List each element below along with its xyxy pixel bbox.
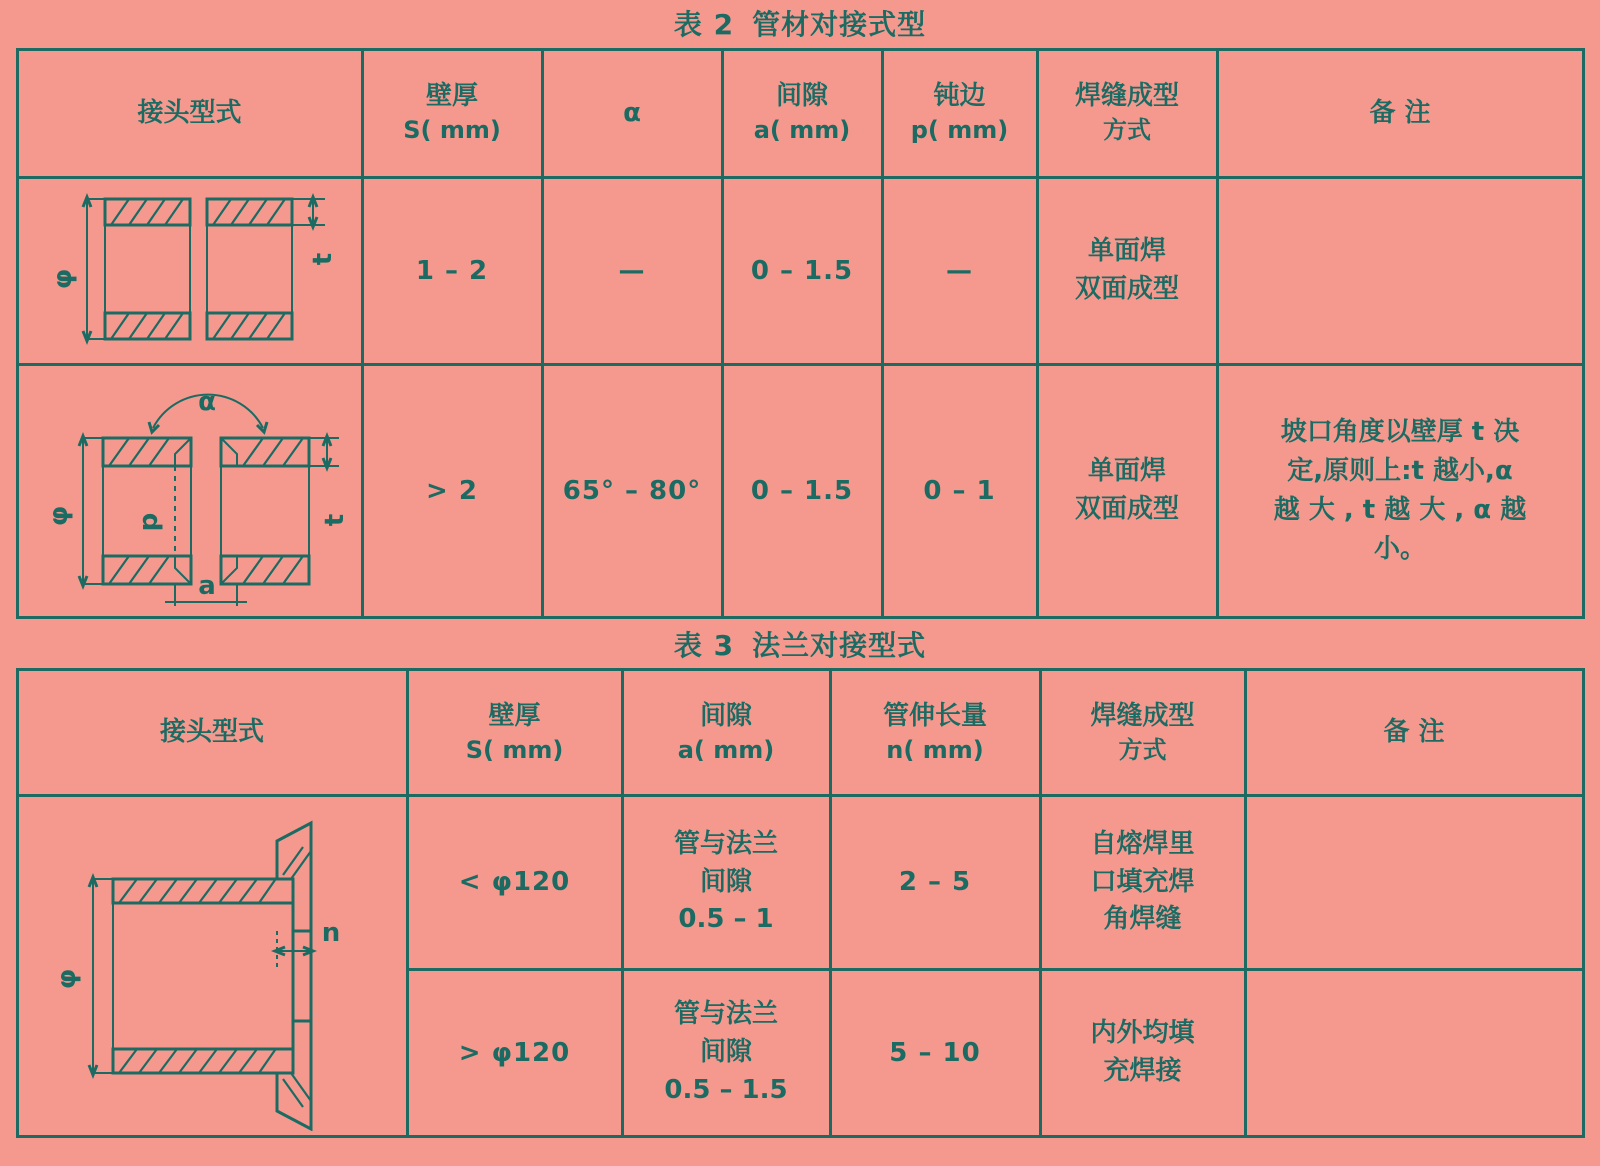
table2-r1-gap: 0 – 1.5 <box>722 177 882 364</box>
table2-r2-alpha: 65° – 80° <box>542 364 722 617</box>
table3-r1-thickness: < φ120 <box>407 796 622 970</box>
table2-header-blunt: 钝边 p( mm) <box>882 49 1037 177</box>
table3-header-gap: 间隙 a( mm) <box>622 670 830 796</box>
table3-r1-weld-form: 自熔焊里 口填充焊 角焊缝 <box>1040 796 1245 970</box>
table-row <box>17 796 1583 970</box>
table2-r2-gap: 0 – 1.5 <box>722 364 882 617</box>
table2-header-note: 备 注 <box>1217 49 1583 177</box>
butt-square-joint-diagram <box>17 177 362 364</box>
table3-header-thickness: 壁厚 S( mm) <box>407 670 622 796</box>
table2-r2-thickness: > 2 <box>362 364 542 617</box>
table2-r2-weld-form: 单面焊 双面成型 <box>1037 364 1217 617</box>
table3-r2-note <box>1245 969 1583 1136</box>
table3-r2-thickness: > φ120 <box>407 969 622 1136</box>
table2-caption-number: 表 2 <box>673 8 735 41</box>
svg-text:t: t <box>307 252 338 265</box>
table-row <box>17 364 1583 617</box>
table2-header-joint-type: 接头型式 <box>17 49 362 177</box>
table2-r1-weld-form: 单面焊 双面成型 <box>1037 177 1217 364</box>
table2-header-gap: 间隙 a( mm) <box>722 49 882 177</box>
table3-r1-note <box>1245 796 1583 970</box>
table2-r1-note <box>1217 177 1583 364</box>
butt-bevel-joint-diagram <box>17 364 362 617</box>
table3-caption-title: 法兰对接型式 <box>752 628 927 662</box>
table3-header-joint-type: 接头型式 <box>17 670 407 796</box>
table-3 <box>16 668 1585 1138</box>
table2-header-thickness: 壁厚 S( mm) <box>362 49 542 177</box>
svg-text:φ: φ <box>47 268 78 289</box>
table3-r1-gap: 管与法兰 间隙 0.5 – 1 <box>622 796 830 970</box>
table2-header-alpha: α <box>542 49 722 177</box>
svg-text:α: α <box>197 386 216 417</box>
table2-header-weld-form: 焊缝成型 方式 <box>1037 49 1217 177</box>
table2-r1-alpha: — <box>542 177 722 364</box>
table3-header-extension: 管伸长量 n( mm) <box>830 670 1040 796</box>
table3-header-note: 备 注 <box>1245 670 1583 796</box>
table3-r2-weld-form: 内外均填 充焊接 <box>1040 969 1245 1136</box>
svg-text:φ: φ <box>43 505 74 526</box>
table2-r1-thickness: 1 – 2 <box>362 177 542 364</box>
svg-text:n: n <box>321 918 340 949</box>
table2-r2-note: 坡口角度以壁厚 t 决 定,原则上:t 越小,α 越 大 , t 越 大 , α 越 小。 <box>1217 364 1583 617</box>
table2-r1-blunt: — <box>882 177 1037 364</box>
svg-text:p: p <box>133 512 164 531</box>
svg-text:φ: φ <box>51 969 82 990</box>
table-row <box>17 177 1583 364</box>
table2-caption <box>0 0 1600 42</box>
table3-r2-extension: 5 – 10 <box>830 969 1040 1136</box>
table3-caption-number: 表 3 <box>673 628 735 662</box>
table3-r2-gap: 管与法兰 间隙 0.5 – 1.5 <box>622 969 830 1136</box>
table3-header-row <box>17 670 1583 796</box>
table3-caption <box>0 629 1600 663</box>
flange-joint-diagram <box>17 796 407 1137</box>
table3-header-weld-form: 焊缝成型 方式 <box>1040 670 1245 796</box>
table3-r1-extension: 2 – 5 <box>830 796 1040 970</box>
svg-text:a: a <box>197 570 216 601</box>
table-2 <box>16 48 1585 619</box>
table2-caption-title: 管材对接式型 <box>752 8 927 41</box>
table2-header-row <box>17 49 1583 177</box>
table2-r2-blunt: 0 – 1 <box>882 364 1037 617</box>
svg-text:t: t <box>319 513 350 526</box>
